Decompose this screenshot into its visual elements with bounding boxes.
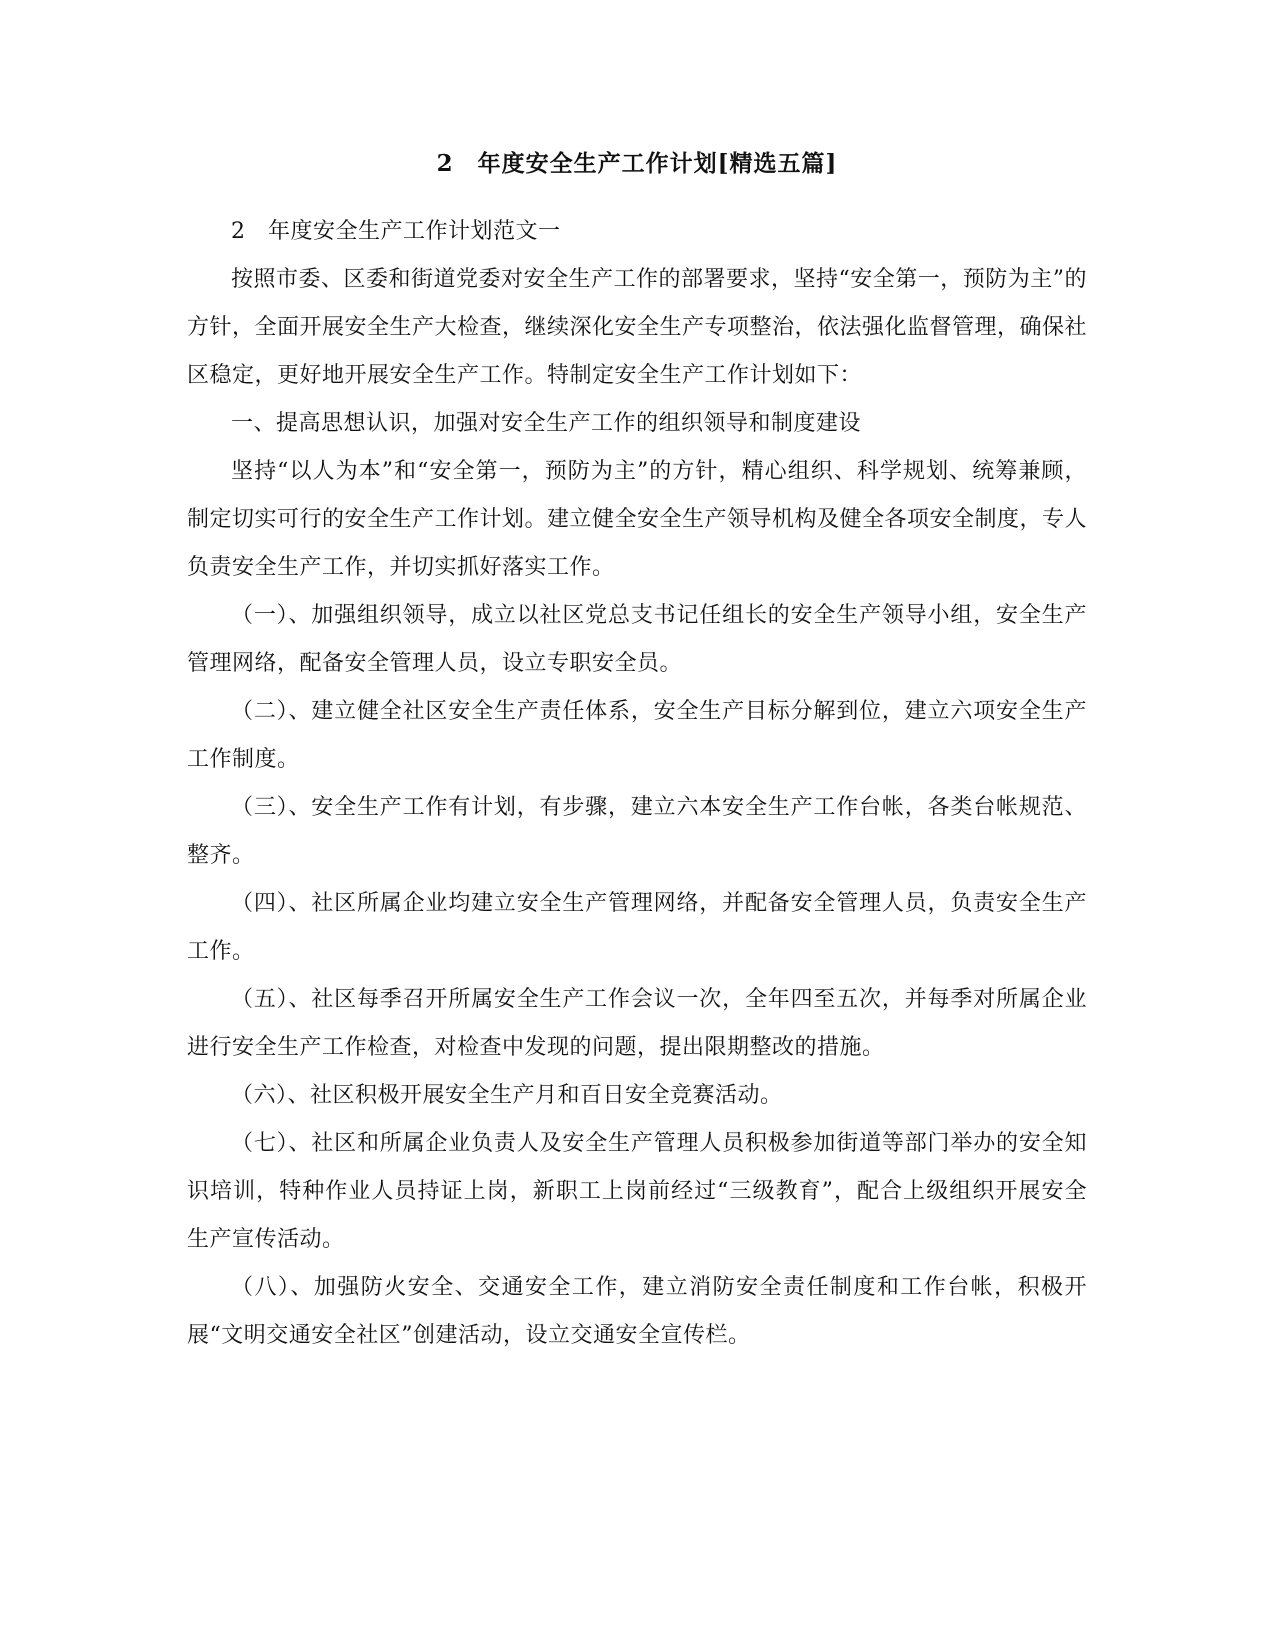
section-heading: 一、提高思想认识，加强对安全生产工作的组织领导和制度建设 (231, 411, 862, 436)
section-heading: 2 年度安全生产工作计划范文一 (231, 219, 561, 244)
document-body (187, 208, 1087, 1360)
list-item: （四）、社区所属企业均建立安全生产管理网络，并配备安全管理人员，负责安全生产工作。 (187, 891, 1087, 964)
list-item: （七）、社区和所属企业负责人及安全生产管理人员积极参加街道等部门举办的安全知识培训，特种作业人员持证上岗，新职工上岗前经过“三级教育”，配合上级组织开展安全生产宣传活动。 (187, 1131, 1087, 1252)
list-item: （五）、社区每季召开所属安全生产工作会议一次，全年四至五次，并每季对所属企业进行安全生产工作检查，对检查中发现的问题，提出限期整改的措施。 (187, 987, 1087, 1060)
list-item: （一）、加强组织领导，成立以社区党总支书记任组长的安全生产领导小组，安全生产管理网络，配备安全管理人员，设立专职安全员。 (187, 603, 1087, 676)
body-paragraph: 坚持“以人为本”和“安全第一，预防为主”的方针，精心组织、科学规划、统筹兼顾，制定切实可行的安全生产工作计划。建立健全安全生产领导机构及健全各项安全制度，专人负责安全生产工作，并切实抓好落实工作。 (187, 459, 1088, 580)
intro-paragraph: 按照市委、区委和街道党委对安全生产工作的部署要求，坚持“安全第一，预防为主”的方针，全面开展安全生产大检查，继续深化安全生产专项整治，依法强化监督管理，确保社区稳定，更好地开展安全生产工作。特制定安全生产工作计划如下： (187, 267, 1088, 388)
document-title: 2 年度安全生产工作计划[精选五篇] (436, 150, 838, 177)
list-item: （三）、安全生产工作有计划，有步骤，建立六本安全生产工作台帐，各类台帐规范、整齐。 (187, 795, 1087, 868)
list-item: （八）、加强防火安全、交通安全工作，建立消防安全责任制度和工作台帐，积极开展“文明交通安全社区”创建活动，设立交通安全宣传栏。 (187, 1275, 1087, 1348)
document-page (187, 148, 1087, 1360)
list-item: （二）、建立健全社区安全生产责任体系，安全生产目标分解到位，建立六项安全生产工作制度。 (187, 699, 1087, 772)
list-item: （六）、社区积极开展安全生产月和百日安全竞赛活动。 (231, 1083, 783, 1108)
